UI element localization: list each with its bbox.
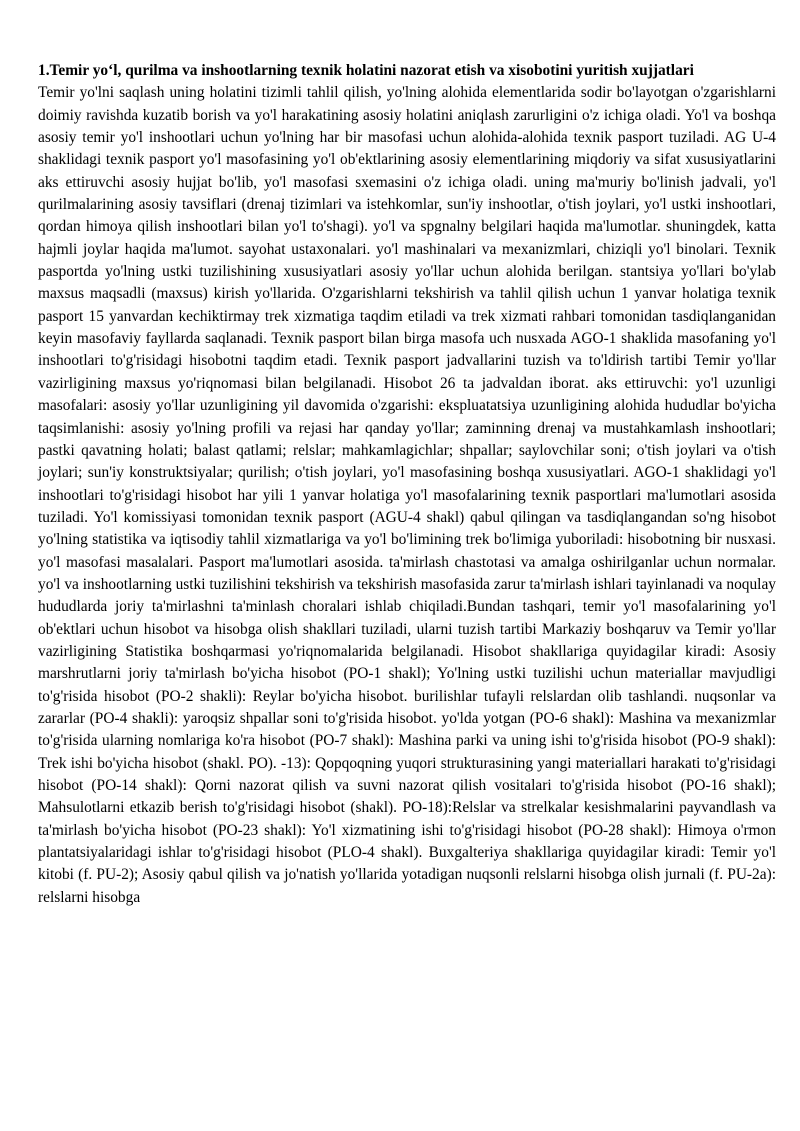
section-heading: 1.Temir yoʻl, qurilma va inshootlarning texnik holatini nazorat etish va xisobotini yuritish xujjatlari	[38, 62, 694, 79]
document-page	[38, 60, 776, 909]
body-paragraph: Temir yo'lni saqlash uning holatini tizimli tahlil qilish, yo'lning alohida elementlarida sodir bo'layotgan o'zgarishlarni doimiy ravishda kuzatib borish va yo'l harakatining asosiy holatini aniqlash zarurligini o'z ichiga oladi. Yo'l va boshqa asosiy temir yo'l inshootlari uchun yo'lning har bir masofasi uchun alohida-alohida texnik pasport tuziladi. AG U-4 shaklidagi texnik pasport yo'l masofasining yo'l ob'ektlarining asosiy elementlarining miqdoriy va sifat xususiyatlarini aks ettiruvchi asosiy hujjat bo'lib, yo'l masofasi sxemasini o'z ichiga oladi. uning ma'muriy bo'linish jadvali, yo'l qurilmalarining asosiy tavsiflari (drenaj tizimlari va istehkomlar, sun'iy inshootlar, o'tish joylari, yo'l ustki inshootlari, qordan himoya qilish inshootlari bilan yo'l to'shagi). yo'l va spgnalny belgilari haqida ma'lumotlar. shuningdek, katta hajmli joylar haqida ma'lumot. sayohat ustaxonalari. yo'l mashinalari va mexanizmlari, chiziqli yo'l binolari. Texnik pasportda yo'lning ustki tuzilishining xususiyatlari asosiy yo'llar uchun alohida berilgan. stantsiya yo'llari bo'ylab maxsus maqsadli (maxsus) kirish yo'llarida. O'zgarishlarni tekshirish va tahlil qilish uchun 1 yanvar holatiga texnik pasport 15 yanvardan kechiktirmay trek xizmatiga taqdim etiladi va trek xizmati rahbari tomonidan tasdiqlanganidan keyin masofaviy fayllarda saqlanadi. Texnik pasport bilan birga masofa uch nusxada AGO-1 shaklida masofaning yo'l inshootlari to'g'risidagi hisobotni taqdim etadi. Texnik pasport jadvallarini tuzish va to'ldirish tartibi Temir yo'llar vazirligining maxsus yo'riqnomasi bilan belgilanadi. Hisobot 26 ta jadvaldan iborat. aks ettiruvchi: yo'l uzunligi masofalari: asosiy yo'llar uzunligining yil davomida o'zgarishi: ekspluatatsiya uzunligining alohida hududlar bo'yicha taqsimlanishi: asosiy yo'lning profili va rejasi har qanday yo'llar; zaminning drenaj va mustahkamlash inshootlari; pastki qavatning holati; balast qatlami; relslar; mahkamlagichlar; shpallar; saylovchilar soni; o'tish joylari va o'tish joylari; sun'iy konstruktsiyalar; qurilish; o'tish joylari, yo'l masofasining boshqa xususiyatlari. AGO-1 shaklidagi yo'l inshootlari to'g'risidagi hisobot har yili 1 yanvar holatiga yo'l masofalarining texnik pasportlari ma'lumotlari asosida tuziladi. Yo'l komissiyasi tomonidan texnik pasport (AGU-4 shakl) qabul qilingan va tasdiqlangandan so'ng hisobot yo'lning statistika va iqtisodiy tahlil xizmatlariga va yo'l bo'limining trek bo'limiga yuboriladi: hisobotning bir nusxasi. yo'l masofasi masalalari. Pasport ma'lumotlari asosida. ta'mirlash chastotasi va amalga oshirilganlar uchun normalar. yo'l va inshootlarning ustki tuzilishini tekshirish va tekshirish masofasida zarur ta'mirlash ishlari tayinlanadi va noqulay hududlarda joriy ta'mirlashni ta'minlash choralari ishlab chiqiladi.Bundan tashqari, temir yo'l masofalarining yo'l ob'ektlari uchun hisobot va hisobga olish shakllari tuziladi, ularni tuzish tartibi Markaziy boshqaruv va Temir yo'llar vazirligining Statistika boshqarmasi yo'riqnomalarida belgilanadi. Hisobot shakllariga quyidagilar kiradi: Asosiy marshrutlarni joriy ta'mirlash bo'yicha hisobot (PO-1 shakl); Yo'lning ustki tuzilishi uchun materiallar mavjudligi to'g'risida hisobot (PO-2 shakli): Reylar bo'yicha hisobot. burilishlar tufayli relslardan olib tashlandi. nuqsonlar va zararlar (PO-4 shakli): yaroqsiz shpallar soni to'g'risida hisobot. yo'lda yotgan (PO-6 shakl): Mashina va mexanizmlar to'g'risida ularning nomlariga ko'ra hisobot (PO-7 shakl): Mashina parki va uning ishi to'g'risida hisobot (PO-9 shakl): Trek ishi bo'yicha hisobot (shakl. PO). -13): Qopqoqning yuqori strukturasining yangi materiallari harakati to'g'risidagi hisobot (PO-14 shakl): Qorni nazorat qilish va suvni nazorat qilish vositalari to'g'risida hisobot (PO-16 shakl); Mahsulotlarni etkazib berish to'g'risidagi hisobot (shakl). PO-18):Relslar va strelkalar kesishmalarini payvandlash va ta'mirlash bo'yicha hisobot (PO-23 shakl): Yo'l xizmatining ishi to'g'risidagi hisobot (PO-28 shakl): Himoya o'rmon plantatsiyalaridagi ishlar to'g'risidagi hisobot (PLO-4 shakl). Buxgalteriya shakllariga quyidagilar kiradi: Temir yo'l kitobi (f. PU-2); Asosiy qabul qilish va jo'natish yo'llarida yotadigan nuqsonli relslarni hisobga olish jurnali (f. PU-2a): relslarni hisobga	[38, 84, 776, 906]
